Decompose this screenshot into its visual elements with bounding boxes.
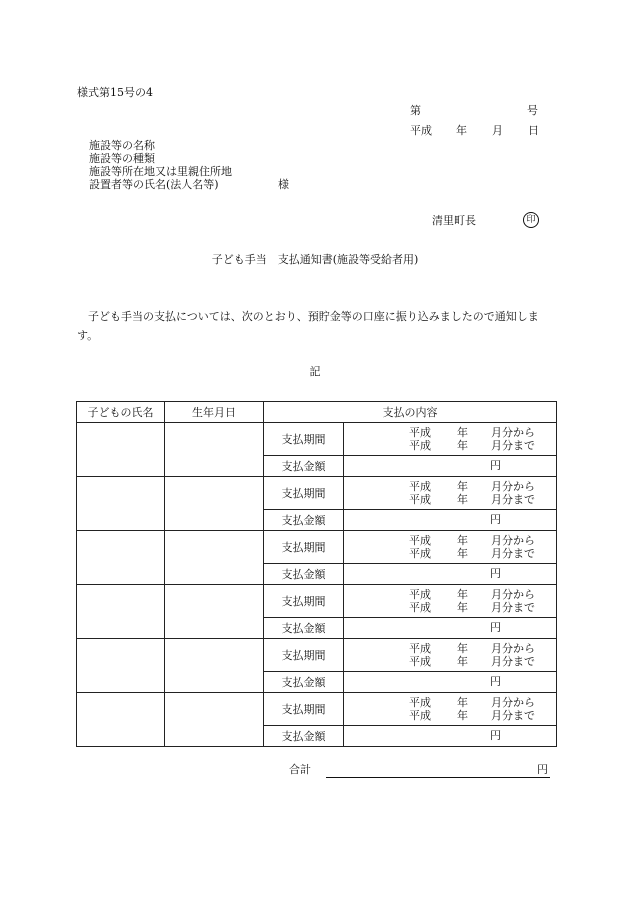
period-to-era: 平成 <box>409 655 431 668</box>
period-to-year-unit: 年 <box>457 601 468 614</box>
total-label: 合計 <box>289 763 311 776</box>
period-to-year-unit: 年 <box>457 547 468 560</box>
payment-amount-label: 支払金額 <box>264 618 344 639</box>
period-from-month-unit: 月分から <box>491 642 535 655</box>
period-from-era: 平成 <box>409 642 431 655</box>
payment-amount-cell <box>344 672 557 693</box>
payment-period-cell <box>344 477 557 510</box>
facility-type-label: 施設等の種類 <box>89 152 155 165</box>
payment-amount-label: 支払金額 <box>264 456 344 477</box>
period-from-era: 平成 <box>409 588 431 601</box>
table-header-row <box>77 402 557 423</box>
document-number-prefix: 第 <box>410 104 421 117</box>
period-to-year-unit: 年 <box>457 439 468 452</box>
period-to-month-unit: 月分まで <box>491 655 535 668</box>
birthdate-cell <box>165 531 264 585</box>
payment-period-label: 支払期間 <box>264 585 344 618</box>
period-from-year-unit: 年 <box>457 696 468 709</box>
table-row <box>77 639 557 672</box>
date-era: 平成 <box>410 124 432 137</box>
payment-period-cell <box>344 693 557 726</box>
date-month-unit: 月 <box>492 124 503 137</box>
amount-yen-unit: 円 <box>490 567 501 580</box>
document-title: 子ども手当 支払通知書(施設等受給者用) <box>211 253 419 266</box>
payment-period-label: 支払期間 <box>264 531 344 564</box>
payment-period-cell <box>344 423 557 456</box>
birthdate-cell <box>165 423 264 477</box>
period-from-month-unit: 月分から <box>491 588 535 601</box>
form-number: 様式第15号の4 <box>77 86 153 99</box>
birthdate-cell <box>165 639 264 693</box>
birthdate-cell <box>165 693 264 747</box>
payment-period-label: 支払期間 <box>264 423 344 456</box>
period-from-era: 平成 <box>409 534 431 547</box>
child-name-cell <box>77 585 165 639</box>
period-to-month-unit: 月分まで <box>491 601 535 614</box>
payment-amount-label: 支払金額 <box>264 726 344 747</box>
period-to-year-unit: 年 <box>457 493 468 506</box>
period-to-month-unit: 月分まで <box>491 709 535 722</box>
period-from-year-unit: 年 <box>457 426 468 439</box>
period-from-year-unit: 年 <box>457 534 468 547</box>
payment-period-label: 支払期間 <box>264 477 344 510</box>
facility-address-label: 施設等所在地又は里親住所地 <box>89 165 232 178</box>
period-from-year-unit: 年 <box>457 480 468 493</box>
payment-amount-label: 支払金額 <box>264 564 344 585</box>
table-row <box>77 693 557 726</box>
payment-amount-cell <box>344 618 557 639</box>
header-birthdate: 生年月日 <box>165 402 264 423</box>
payment-period-label: 支払期間 <box>264 639 344 672</box>
period-to-month-unit: 月分まで <box>491 439 535 452</box>
payment-amount-cell <box>344 456 557 477</box>
period-from-month-unit: 月分から <box>491 534 535 547</box>
amount-yen-unit: 円 <box>490 621 501 634</box>
header-child-name: 子どもの氏名 <box>77 402 165 423</box>
payment-amount-cell <box>344 510 557 531</box>
amount-yen-unit: 円 <box>490 459 501 472</box>
header-payment-content: 支払の内容 <box>264 402 557 423</box>
period-from-month-unit: 月分から <box>491 696 535 709</box>
table-row <box>77 585 557 618</box>
ki-label: 記 <box>309 365 321 378</box>
date-year-unit: 年 <box>456 124 467 137</box>
period-to-year-unit: 年 <box>457 709 468 722</box>
birthdate-cell <box>165 585 264 639</box>
amount-yen-unit: 円 <box>490 513 501 526</box>
period-from-era: 平成 <box>409 480 431 493</box>
payment-period-cell <box>344 639 557 672</box>
period-to-era: 平成 <box>409 439 431 452</box>
birthdate-cell <box>165 477 264 531</box>
period-to-era: 平成 <box>409 709 431 722</box>
founder-name-label: 設置者等の氏名(法人名等) <box>89 178 219 191</box>
period-from-month-unit: 月分から <box>491 480 535 493</box>
child-name-cell <box>77 639 165 693</box>
period-from-year-unit: 年 <box>457 588 468 601</box>
honorific: 様 <box>278 178 289 191</box>
payment-period-cell <box>344 531 557 564</box>
issuer-name: 清里町長 <box>432 214 476 227</box>
payment-amount-label: 支払金額 <box>264 672 344 693</box>
payment-amount-cell <box>344 726 557 747</box>
payment-period-cell <box>344 585 557 618</box>
table-row <box>77 477 557 510</box>
period-to-era: 平成 <box>409 601 431 614</box>
period-to-era: 平成 <box>409 493 431 506</box>
child-name-cell <box>77 531 165 585</box>
period-to-month-unit: 月分まで <box>491 547 535 560</box>
date-day-unit: 日 <box>528 124 539 137</box>
period-from-year-unit: 年 <box>457 642 468 655</box>
period-to-month-unit: 月分まで <box>491 493 535 506</box>
child-name-cell <box>77 693 165 747</box>
payment-period-label: 支払期間 <box>264 693 344 726</box>
document-number-suffix: 号 <box>527 104 538 117</box>
payment-table <box>76 401 557 747</box>
child-name-cell <box>77 423 165 477</box>
total-field <box>326 777 550 778</box>
amount-yen-unit: 円 <box>490 729 501 742</box>
payment-amount-label: 支払金額 <box>264 510 344 531</box>
table-row <box>77 423 557 456</box>
child-name-cell <box>77 477 165 531</box>
seal-icon: 印 <box>523 212 539 228</box>
payment-amount-cell <box>344 564 557 585</box>
body-text: 子ども手当の支払については、次のとおり、預貯金等の口座に振り込みましたので通知します。 <box>77 310 539 342</box>
amount-yen-unit: 円 <box>490 675 501 688</box>
table-row <box>77 531 557 564</box>
period-to-era: 平成 <box>409 547 431 560</box>
facility-name-label: 施設等の名称 <box>89 139 155 152</box>
period-from-era: 平成 <box>409 426 431 439</box>
period-from-era: 平成 <box>409 696 431 709</box>
period-from-month-unit: 月分から <box>491 426 535 439</box>
period-to-year-unit: 年 <box>457 655 468 668</box>
total-yen-unit: 円 <box>537 763 548 776</box>
